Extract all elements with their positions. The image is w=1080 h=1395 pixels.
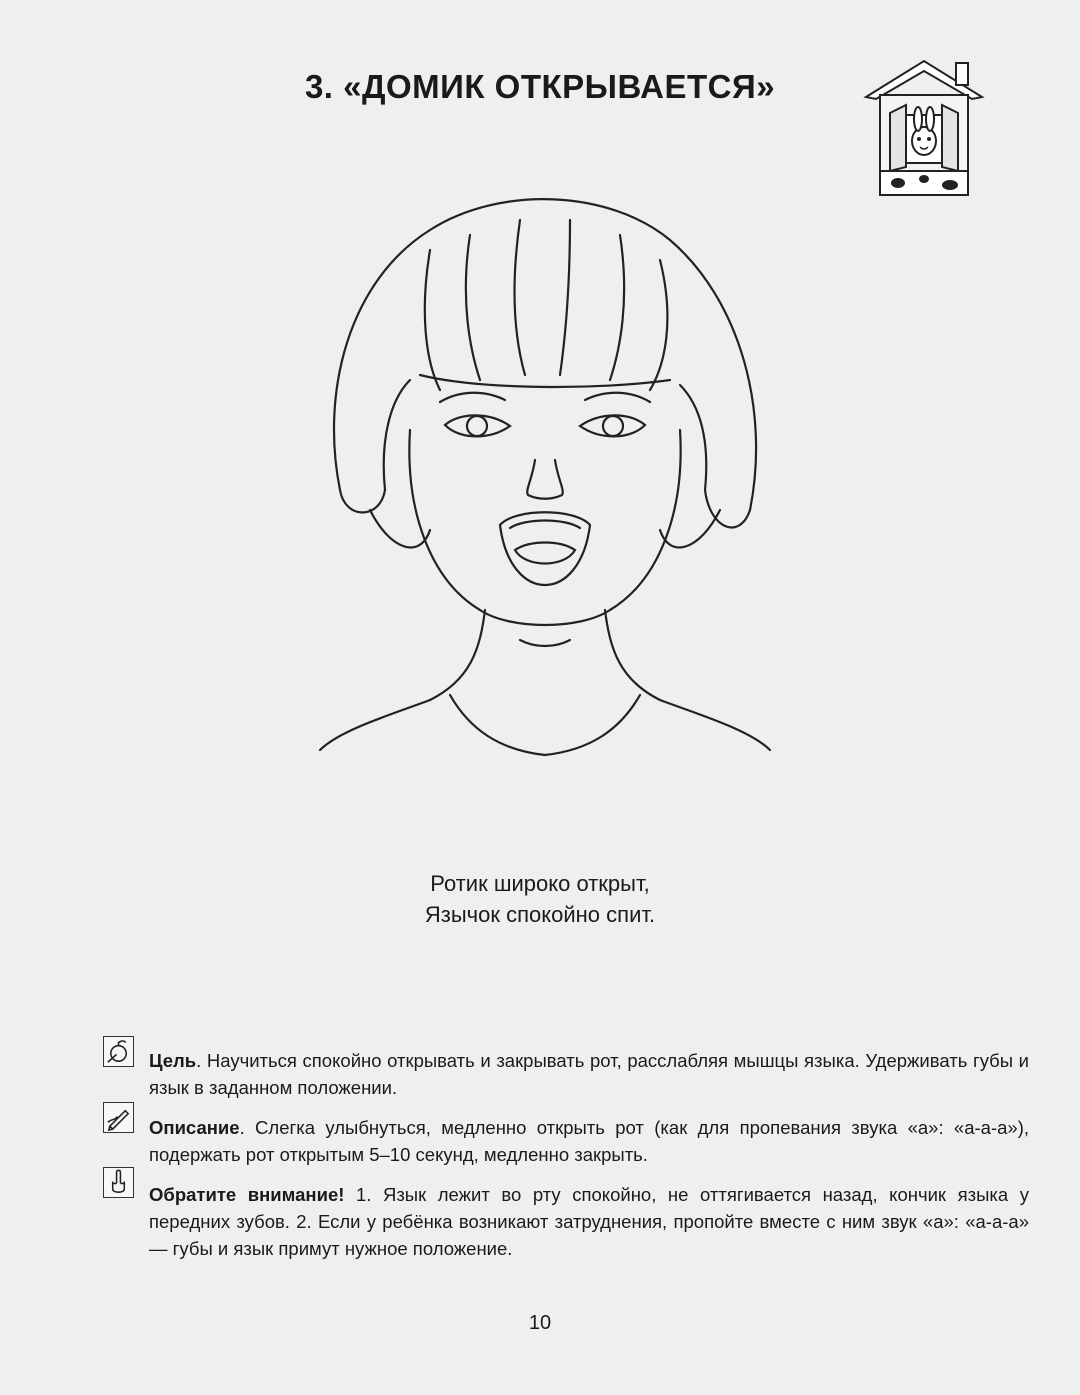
page-number: 10: [528, 1312, 552, 1334]
child-face-open-mouth-icon: [310, 190, 780, 770]
house-with-bunny-icon: [858, 55, 990, 205]
goal-text: . Научиться спокойно открывать и закрывать рот, расслабляя мышцы языка. Удерживать губы и язык в заданном положении.: [149, 1050, 1029, 1098]
pointing-finger-icon: [103, 1167, 134, 1198]
description-label: Описание: [149, 1117, 240, 1138]
goal-label: Цель: [149, 1050, 197, 1071]
description-text: . Слегка улыбнуться, медленно открыть рот (как для пропевания звука «а»: «а-а-а»), подержать рот открытым 5–10 секунд, медленно закрыть.: [149, 1117, 1029, 1165]
verse: [300, 868, 780, 930]
attention-section: [149, 1181, 1029, 1262]
verse-line-2: Язычок спокойно спит.: [424, 902, 656, 927]
attention-label: Обратите внимание!: [149, 1184, 345, 1205]
goal-section: [149, 1047, 1029, 1101]
description-section: [149, 1114, 1029, 1168]
verse-line-1: Ротик широко открыт,: [430, 871, 650, 896]
pencil-hand-icon: [103, 1102, 134, 1133]
attention-text: 1. Язык лежит во рту спокойно, не оттягивается назад, кончик языка у передних зубов. 2. Если у ребёнка возникают затруднения, пропойте вместе с ним звук «а»: «а-а-а» — губы и язык примут нужное положение.: [149, 1184, 1029, 1259]
page-title: 3. «ДОМИК ОТКРЫВАЕТСЯ»: [304, 68, 776, 105]
apple-target-icon: [103, 1036, 134, 1067]
